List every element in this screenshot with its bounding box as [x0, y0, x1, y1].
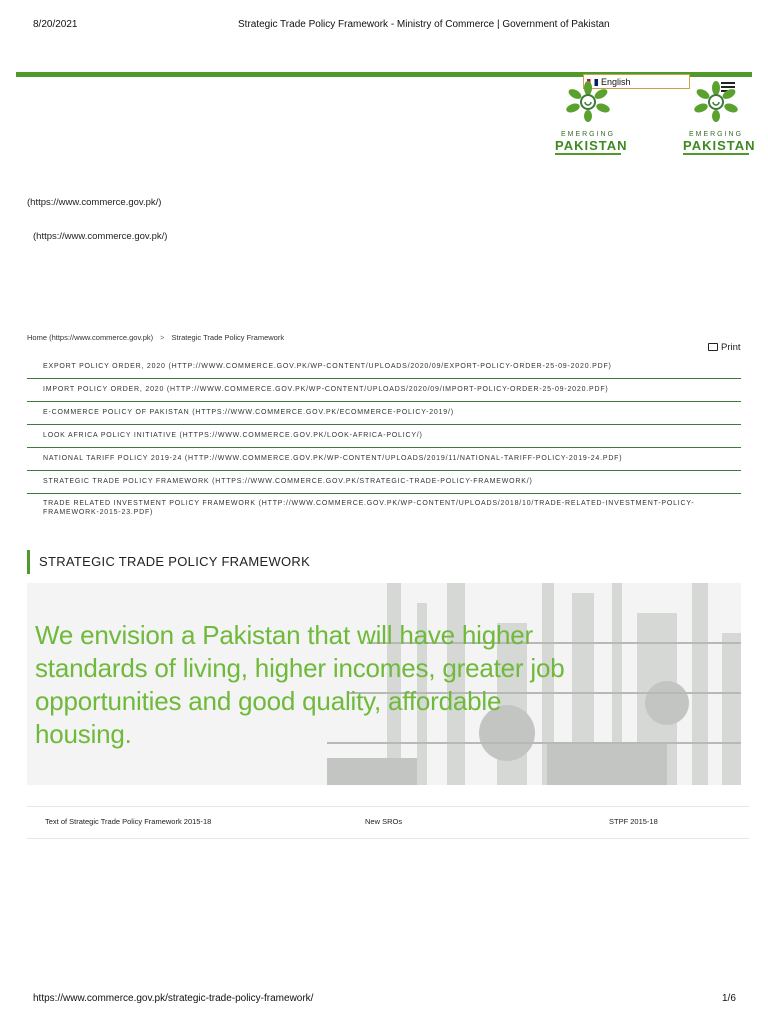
document-tabs: [27, 806, 749, 839]
breadcrumb: [27, 333, 284, 342]
logo-emblem-icon: [555, 78, 621, 126]
policy-link-list: [27, 356, 741, 524]
section-title: STRATEGIC TRADE POLICY FRAMEWORK: [27, 550, 310, 574]
tab-stpf-2015-18[interactable]: STPF 2015-18: [609, 817, 658, 826]
vision-statement: We envision a Pakistan that will have higher standards of living, higher incomes, greater job opportunities and good quality, affordable housing.: [35, 620, 565, 749]
tab-new-sros[interactable]: New SROs: [365, 817, 403, 826]
policy-link-export[interactable]: EXPORT POLICY ORDER, 2020 (HTTP://WWW.COMMERCE.GOV.PK/WP-CONTENT/UPLOADS/2020/09/EXPORT-POLICY-ORDER-25-09-2020.PDF): [27, 356, 741, 379]
logo-underline: [683, 153, 749, 155]
logo-line2: PAKISTAN: [683, 138, 756, 153]
policy-link-tariff[interactable]: NATIONAL TARIFF POLICY 2019-24 (HTTP://WWW.COMMERCE.GOV.PK/WP-CONTENT/UPLOADS/2019/11/NATIONAL-TARIFF-POLICY-2019-24.PDF): [27, 448, 741, 471]
print-label: Print: [721, 342, 741, 353]
site-home-link-secondary[interactable]: (https://www.commerce.gov.pk/): [33, 231, 168, 242]
policy-link-trade-investment[interactable]: TRADE RELATED INVESTMENT POLICY FRAMEWORK (HTTP://WWW.COMMERCE.GOV.PK/WP-CONTENT/UPLOADS/2018/10/TRADE-RELATED-INVESTMENT-POLICY-FRAMEWORK-2015-23.PDF): [43, 500, 695, 516]
print-page-number: 1/6: [722, 993, 736, 1004]
policy-link-import[interactable]: IMPORT POLICY ORDER, 2020 (HTTP://WWW.COMMERCE.GOV.PK/WP-CONTENT/UPLOADS/2020/09/IMPORT-POLICY-ORDER-25-09-2020.PDF): [27, 379, 741, 402]
breadcrumb-current: Strategic Trade Policy Framework: [171, 333, 285, 342]
logo-emblem-icon: [683, 78, 749, 126]
print-date: 8/20/2021: [33, 19, 78, 30]
breadcrumb-home-link[interactable]: Home (https://www.commerce.gov.pk): [27, 333, 154, 342]
logo-line1: EMERGING: [560, 131, 616, 138]
policy-link-stpf[interactable]: STRATEGIC TRADE POLICY FRAMEWORK (HTTPS://WWW.COMMERCE.GOV.PK/STRATEGIC-TRADE-POLICY-FRAMEWORK/): [27, 471, 741, 494]
breadcrumb-separator: >: [160, 333, 165, 342]
emerging-pakistan-logo[interactable]: [555, 78, 628, 162]
logo-line1: EMERGING: [688, 131, 744, 138]
emerging-pakistan-logo-secondary[interactable]: [683, 78, 756, 162]
tab-stpf-text[interactable]: Text of Strategic Trade Policy Framework 2015-18: [45, 817, 212, 826]
logo-line2: PAKISTAN: [555, 138, 628, 153]
logo-underline: [555, 153, 621, 155]
policy-link-ecommerce[interactable]: E-COMMERCE POLICY OF PAKISTAN (HTTPS://WWW.COMMERCE.GOV.PK/ECOMMERCE-POLICY-2019/): [27, 402, 741, 425]
print-button[interactable]: [708, 342, 741, 353]
language-label: English: [601, 77, 631, 87]
print-footer-url: https://www.commerce.gov.pk/strategic-trade-policy-framework/: [33, 993, 314, 1004]
policy-link-look-africa[interactable]: LOOK AFRICA POLICY INITIATIVE (HTTPS://WWW.COMMERCE.GOV.PK/LOOK-AFRICA-POLICY/): [27, 425, 741, 448]
site-home-link[interactable]: (https://www.commerce.gov.pk/): [27, 197, 162, 208]
print-page-title: Strategic Trade Policy Framework - Ministry of Commerce | Government of Pakistan: [238, 19, 610, 30]
vision-banner: [27, 583, 741, 785]
printer-icon: [708, 343, 718, 351]
